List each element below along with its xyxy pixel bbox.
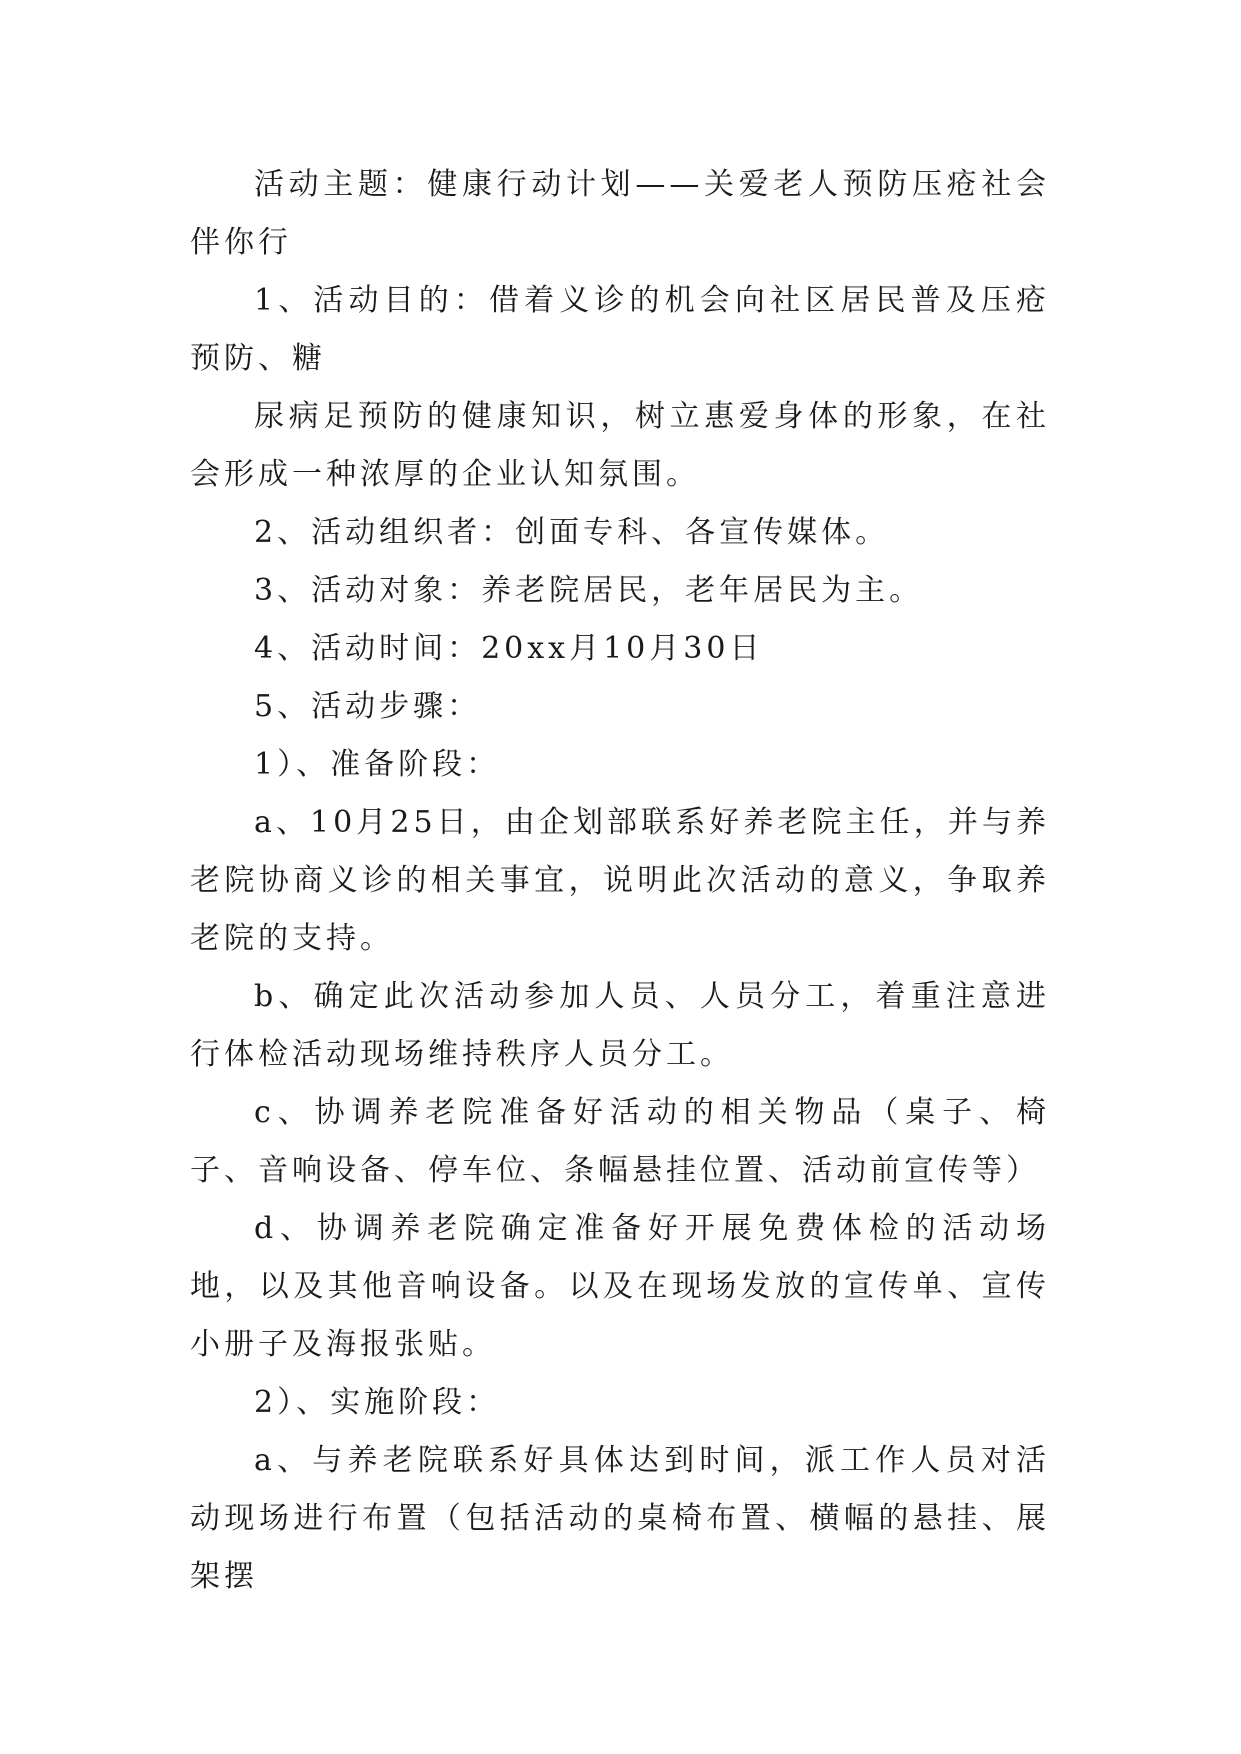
paragraph-steps-heading: 5、活动步骤： bbox=[254, 689, 482, 724]
document-body bbox=[190, 156, 1050, 1606]
paragraph-prep-d: d、协调养老院确定准备好开展免费体检的活动场地，以及其他音响设备。以及在现场发放的宣传单、宣传小册子及海报张贴。 bbox=[190, 1211, 1050, 1362]
paragraph-theme: 活动主题：健康行动计划——关爱老人预防压疮社会伴你行 bbox=[190, 167, 1050, 260]
paragraph-purpose-continued: 尿病足预防的健康知识，树立惠爱身体的形象，在社会形成一种浓厚的企业认知氛围。 bbox=[190, 399, 1050, 492]
paragraph-audience: 3、活动对象：养老院居民，老年居民为主。 bbox=[254, 573, 924, 608]
paragraph-prep-stage-heading: 1）、准备阶段： bbox=[254, 747, 501, 782]
paragraph-purpose: 1、活动目的：借着义诊的机会向社区居民普及压疮预防、糖 bbox=[190, 283, 1050, 376]
paragraph-organizer: 2、活动组织者：创面专科、各宣传媒体。 bbox=[254, 515, 890, 550]
paragraph-impl-a: a、与养老院联系好具体达到时间，派工作人员对活动现场进行布置（包括活动的桌椅布置、横幅的悬挂、展架摆 bbox=[190, 1443, 1050, 1594]
paragraph-prep-b: b、确定此次活动参加人员、人员分工，着重注意进行体检活动现场维持秩序人员分工。 bbox=[190, 979, 1050, 1072]
paragraph-impl-stage-heading: 2）、实施阶段： bbox=[254, 1385, 501, 1420]
paragraph-time: 4、活动时间：20xx月10月30日 bbox=[254, 631, 764, 666]
paragraph-prep-c: c、协调养老院准备好活动的相关物品（桌子、椅子、音响设备、停车位、条幅悬挂位置、活动前宣传等） bbox=[190, 1095, 1050, 1188]
paragraph-prep-a: a、10月25日，由企划部联系好养老院主任，并与养老院协商义诊的相关事宜，说明此次活动的意义，争取养老院的支持。 bbox=[190, 805, 1050, 956]
